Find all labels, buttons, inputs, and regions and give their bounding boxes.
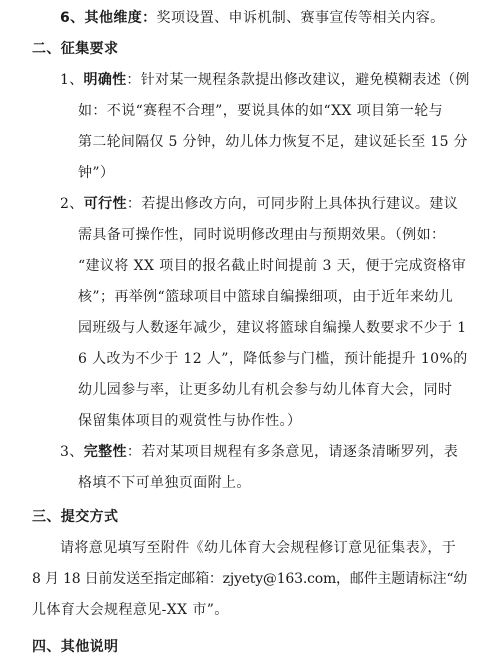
item2-line-4: 园班级与人数逐年减少，建议将篮球自编操人数要求不少于 1: [78, 320, 467, 336]
item1-text-0: ：针对某一规程条款提出修改建议，避免模糊表述（例: [126, 72, 470, 88]
item6-text: 奖项设置、申诉机制、赛事宣传等相关内容。: [156, 10, 445, 26]
item2-text-0: ：若提出修改方向，可同步附上具体执行建议。建议: [126, 196, 459, 212]
section2-title: 二、征集要求: [32, 41, 119, 57]
item3-label: 完整性: [83, 444, 127, 460]
item3-line-1: 格填不下可单独页面附上。: [78, 475, 251, 491]
section3-line-0: 请将意见填写至附件《幼儿体育大会规程修订意见征集表》，于: [60, 540, 457, 556]
item3-line-0: [60, 443, 458, 461]
item2-line-0: [60, 195, 458, 213]
item3-text-0: ：若对某项目规程有多条意见，请逐条清晰罗列，表: [126, 444, 459, 460]
item2-label: 可行性: [83, 196, 127, 212]
item1-line-1: 如：不说“赛程不合理”，要说具体的如“XX 项目第一轮与: [78, 103, 444, 119]
item1-line-2: 第二轮间隔仅 5 分钟，幼儿体力恢复不足，建议延长至 15 分: [78, 134, 468, 150]
item2-line-7: 保留集体项目的观赏性与协作性。）: [78, 413, 302, 429]
section3-line-1: 8 月 18 日前发送至指定邮箱：zjyety@163.com，邮件主题请标注“幼: [32, 571, 468, 587]
item2-line-3: 核”；再举例“篮球项目中篮球自编操细项，由于近年来幼儿: [78, 289, 454, 305]
item1-number: 1、: [60, 72, 84, 88]
item1-line-0: [60, 71, 470, 89]
item2-line-1: 需具备可操作性，同时说明修改理由与预期效果。（例如：: [78, 227, 446, 243]
item6-line: [60, 9, 445, 27]
section4-title: 四、其他说明: [32, 639, 119, 655]
item1-line-3: 钟”）: [78, 165, 115, 181]
item6-label: 6、其他维度：: [60, 10, 157, 26]
item1-label: 明确性: [83, 72, 127, 88]
item2-line-2: “建议将 XX 项目的报名截止时间提前 3 天，便于完成资格审: [78, 258, 467, 274]
item2-line-6: 幼儿园参与率，让更多幼儿有机会参与幼儿体育大会，同时: [78, 382, 453, 398]
section3-title: 三、提交方式: [32, 509, 119, 525]
section3-line-2: 儿体育大会规程意见-XX 市”。: [32, 602, 229, 618]
item3-number: 3、: [60, 444, 84, 460]
item2-line-5: 6 人改为不少于 12 人”，降低参与门槛，预计能提升 10%的: [78, 351, 468, 367]
item2-number: 2、: [60, 196, 84, 212]
